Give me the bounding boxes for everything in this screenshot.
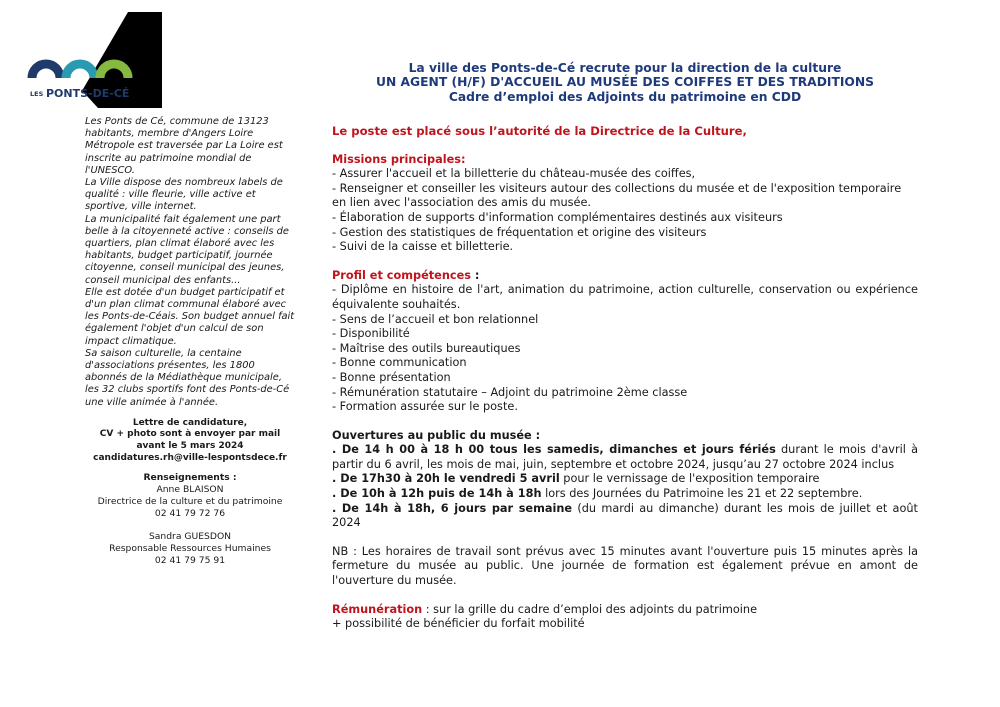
profil-title: Profil et compétences (332, 268, 471, 282)
profil-title-suffix: : (470, 268, 480, 282)
mission-item: - Renseigner et conseiller les visiteurs autour des collections du musée et de l'exposition temporaire en lien avec l'association des amis du musée. (332, 181, 902, 210)
city-intro (85, 116, 295, 409)
opening-hours-item: . De 14 h 00 à 18 h 00 tous les samedis, dimanches et jours fériés durant le mois d'avril à partir du 6 avril, les mois de mai, juin, septembre et octobre 2024, jusqu’au 27 octobre 2024 inclus (332, 443, 918, 471)
remuneration-extra: + possibilité de bénéficier du forfait mobilité (332, 617, 585, 631)
profil-item: - Disponibilité (332, 327, 410, 341)
intro-paragraph: Elle est dotée d'un budget participatif et d'un plan climat communal élaboré avec les Ponts-de-Céais. Son budget annuel fait également l'objet d'un calcul de son impact climatique. (85, 286, 295, 347)
contact-role: Directrice de la culture et du patrimoine (97, 495, 283, 507)
profil-item: - Sens de l’accueil et bon relationnel (332, 312, 539, 326)
application-line: Lettre de candidature, (132, 417, 248, 428)
missions-section (332, 153, 918, 255)
header-line-recruit: La ville des Ponts-de-Cé recrute pour la direction de la culture (408, 61, 842, 75)
nb-note: NB : Les horaires de travail sont prévus avec 15 minutes avant l'ouverture puis 15 minutes après la fermeture du musée au public. Une journée de formation est également prévue en amont de l'ouverture du musée. (332, 544, 918, 588)
mission-item: - Élaboration de supports d'information complémentaires destinés aux visiteurs (332, 210, 783, 224)
application-email[interactable]: candidatures.rh@ville-lespontsdece.fr (93, 452, 287, 463)
city-logo (10, 12, 162, 108)
header-line-title: UN AGENT (H/F) D'ACCUEIL AU MUSÉE DES COIFFES ET DES TRADITIONS (375, 75, 875, 90)
contact-phone: 02 41 79 72 76 (154, 507, 226, 519)
mission-item: - Suivi de la caisse et billetterie. (332, 240, 514, 254)
mission-item: - Assurer l'accueil et la billetterie du château-musée des coiffes, (332, 167, 696, 181)
profil-item: - Bonne présentation (332, 370, 451, 384)
remuneration-section (332, 603, 918, 632)
contacts-title: Renseignements : (143, 472, 237, 484)
header-line-grade: Cadre d’emploi des Adjoints du patrimoine en CDD (448, 89, 802, 104)
intro-paragraph: Les Ponts de Cé, commune de 13123 habitants, membre d'Angers Loire Métropole est traversée par La Loire est inscrite au patrimoine mondial de l'UNESCO. (85, 116, 283, 176)
logo-text-left: LES (30, 90, 44, 98)
job-description (332, 124, 918, 632)
opening-hours-section (332, 429, 918, 531)
contacts (85, 472, 295, 567)
opening-hours-item: . De 14h à 18h, 6 jours par semaine (du mardi au dimanche) durant les mois de juillet et août 2024 (332, 501, 918, 530)
profil-item: - Maîtrise des outils bureautiques (332, 341, 521, 355)
opening-hours-item: . De 17h30 à 20h le vendredi 5 avril pour le vernissage de l'exposition temporaire (332, 472, 820, 486)
contact-role: Responsable Ressources Humaines (109, 543, 271, 555)
logo-text-right: PONTS-DE-CÉ (46, 87, 130, 100)
contact-name: Anne BLAISON (156, 484, 224, 496)
profil-item: - Formation assurée sur le poste. (332, 400, 518, 414)
intro-paragraph: La Ville dispose des nombreux labels de qualité : ville fleurie, ville active et sportive, ville internet. (85, 177, 283, 213)
profil-item: - Bonne communication (332, 356, 467, 370)
profil-item: - Diplôme en histoire de l'art, animation du patrimoine, action culturelle, conservation ou expérience équivalente souhaités. (332, 283, 918, 311)
application-line: avant le 5 mars 2024 (136, 441, 244, 452)
intro-paragraph: Sa saison culturelle, la centaine d'associations présentes, les 1800 abonnés de la Médiathèque municipale, les 32 clubs sportifs font des Ponts-de-Cé une ville animée à l'année. (85, 347, 290, 408)
opening-hours-title: Ouvertures au public du musée : (332, 428, 541, 442)
job-header (330, 61, 920, 104)
sidebar (85, 116, 295, 567)
intro-paragraph: La municipalité fait également une part belle à la citoyenneté active : conseils de quartiers, plan climat élaboré avec les habitants, budget participatif, journée citoyenne, conseil municipal des jeunes, conseil municipal des enfants... (85, 213, 289, 286)
mission-item: - Gestion des statistiques de fréquentation et origine des visiteurs (332, 225, 707, 239)
profil-section (332, 269, 918, 415)
remuneration-text: : sur la grille du cadre d’emploi des adjoints du patrimoine (422, 602, 758, 616)
contact-name: Sandra GUESDON (148, 531, 232, 543)
authority-line: Le poste est placé sous l’autorité de la Directrice de la Culture, (332, 124, 747, 138)
contact-phone: 02 41 79 75 91 (154, 555, 226, 567)
missions-title: Missions principales: (332, 152, 466, 166)
application-line: CV + photo sont à envoyer par mail (99, 429, 281, 440)
opening-hours-item: . De 10h à 12h puis de 14h à 18h lors des Journées du Patrimoine les 21 et 22 septembre. (332, 487, 863, 501)
profil-item: - Rémunération statutaire – Adjoint du patrimoine 2ème classe (332, 385, 688, 399)
application-info (85, 418, 295, 464)
remuneration-title: Rémunération (332, 602, 423, 616)
